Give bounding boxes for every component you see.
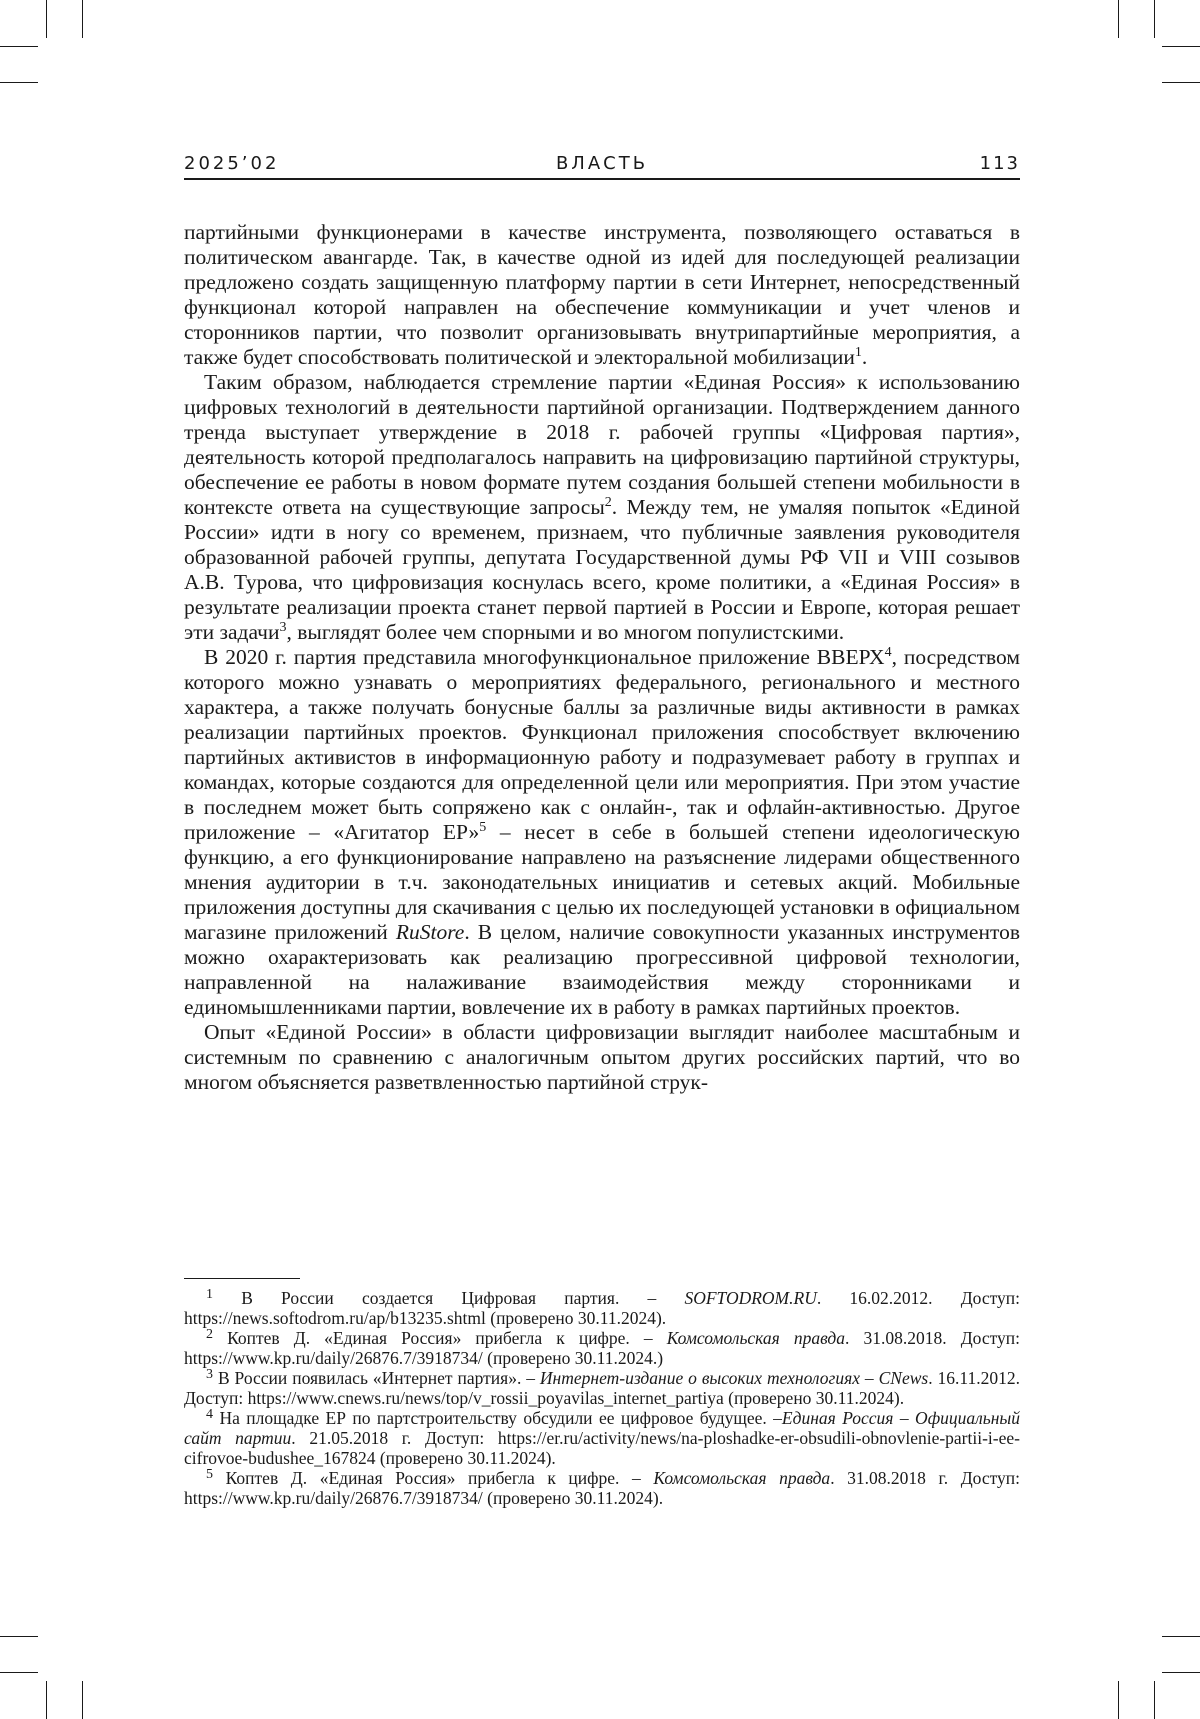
crop-mark (1118, 1681, 1119, 1719)
crop-mark (82, 0, 83, 38)
page-number: 113 (980, 153, 1020, 174)
header-rule (184, 178, 1020, 180)
crop-mark (0, 1636, 38, 1637)
crop-mark (1162, 46, 1200, 47)
footnote-ref: 3 (279, 620, 286, 635)
crop-mark (1162, 1636, 1200, 1637)
footnote-text: В России создается Цифровая партия. – (241, 1288, 684, 1308)
footnote-text: На площадке ЕР по партстроительству обсудили ее цифровое будущее. – (219, 1408, 781, 1428)
body-text (184, 220, 1020, 1095)
crop-mark (46, 0, 47, 38)
footnote-text: . 31.08.2018 г. Доступ: https://www.kp.ru/daily/26876.7/3918734/ (проверено 30.11.2024). (184, 1468, 1020, 1508)
paragraph-text: Опыт «Единой России» в области цифровизации выглядит наиболее масштабным и системным по сравнению с аналогичным опытом других российских партий, что во многом объясняется разветвленностью партийной струк- (184, 1020, 1020, 1094)
paragraph-1 (184, 220, 1020, 370)
footnote-source: Комсомольская правда (667, 1328, 845, 1348)
paragraph-text: . (862, 345, 867, 369)
paragraph-2 (184, 370, 1020, 645)
footnote-text: В России появилась «Интернет партия». – (218, 1368, 540, 1388)
paragraph-text: партийными функционерами в качестве инструмента, позволяющего оставаться в политическом авангарде. Так, в качестве одной из идей для последующей реализации предложено создать защищенную платформу партии в сети Интернет, непосредственный функционал которой направлен на обеспечение коммуникации и учет членов и сторонников партии, что позволит организовывать внутрипартийные мероприятия, а также будет способствовать политической и электоральной мобилизации (184, 220, 1020, 369)
footnote-number: 5 (184, 1467, 213, 1482)
footnote-number: 1 (184, 1287, 213, 1302)
footnote-ref: 1 (855, 345, 862, 360)
footnote-source: Единая Россия – Официальный сайт партии (184, 1408, 1020, 1448)
paragraph-text: , выглядят более чем спорными и во многом популистскими. (286, 620, 844, 644)
footnote-text: Коптев Д. «Единая Россия» прибегла к цифре. – (227, 1328, 667, 1348)
issue-number: 2025’02 (184, 153, 279, 174)
footnotes (184, 1288, 1020, 1508)
crop-mark (1118, 0, 1119, 38)
paragraph-text: . Между тем, не умаляя попыток «Единой России» идти в ногу со временем, признаем, что публичные заявления руководителя образованной рабочей группы, депутата Государственной думы РФ VII и VIII созывов А.В. Турова, что цифровизация коснулась всего, кроме политики, а «Единая Россия» в результате реализации проекта станет первой партией в России и Европе, которая решает эти задачи (184, 495, 1020, 644)
footnote (184, 1408, 1020, 1468)
footnote-rule (184, 1278, 300, 1279)
crop-mark (1162, 82, 1200, 83)
crop-mark (1154, 1681, 1155, 1719)
crop-mark (1162, 1672, 1200, 1673)
footnote-number: 3 (184, 1367, 213, 1382)
footnote (184, 1328, 1020, 1368)
paragraph-text: , посредством которого можно узнавать о мероприятиях федерального, регионального и местного характера, а также получать бонусные баллы за различные виды активности в рамках реализации партийных проектов. Функционал приложения способствует включению партийных активистов в информационную работу и подразумевает работу в группах и командах, которые создаются для определенной цели или мероприятия. При этом участие в последнем может быть сопряжено как с онлайн-, так и офлайн-активностью. Другое приложение – «Агитатор ЕР» (184, 645, 1020, 844)
footnote-text: Коптев Д. «Единая Россия» прибегла к цифре. – (226, 1468, 654, 1488)
footnote-text: . 31.08.2018. Доступ: https://www.kp.ru/daily/26876.7/3918734/ (проверено 30.11.2024.) (184, 1328, 1020, 1368)
paragraph-text: . В целом, наличие совокупности указанных инструментов можно охарактеризовать как реализацию прогрессивной цифровой технологии, направленной на налаживание взаимодействия между сторонниками и единомышленниками партии, вовлечение их в работу в рамках партийных проектов. (184, 920, 1020, 1019)
journal-title: ВЛАСТЬ (184, 153, 1020, 174)
footnote-number: 2 (184, 1327, 213, 1342)
footnote-text: . 21.05.2018 г. Доступ: https://er.ru/activity/news/na-ploshadke-er-obsudili-obnovlenie-partii-i-ee-cifrovoe-budushee_167824 (проверено 30.11.2024). (184, 1428, 1020, 1468)
footnote-number: 4 (184, 1407, 213, 1422)
footnote (184, 1288, 1020, 1328)
paragraph-text: В 2020 г. партия представила многофункциональное приложение ВВЕРХ (204, 645, 885, 669)
footnote (184, 1468, 1020, 1508)
crop-mark (0, 46, 38, 47)
paragraph-4 (184, 1020, 1020, 1095)
crop-mark (46, 1681, 47, 1719)
crop-mark (82, 1681, 83, 1719)
paragraph-3 (184, 645, 1020, 1020)
crop-mark (1154, 0, 1155, 38)
paragraph-text: Таким образом, наблюдается стремление партии «Единая Россия» к использованию цифровых технологий в деятельности партийной организации. Подтверждением данного тренда выступает утверждение в 2018 г. рабочей группы «Цифровая партия», деятельность которой предполагалось направить на цифровизацию партийной структуры, обеспечение ее работы в новом формате путем создания большей степени мобильности в контексте ответа на существующие запросы (184, 370, 1020, 519)
store-name: RuStore (396, 920, 464, 944)
crop-mark (0, 82, 38, 83)
footnote-text: . 16.11.2012. Доступ: https://www.cnews.ru/news/top/v_rossii_poyavilas_internet_partiya (проверено 30.11.2024). (184, 1368, 1020, 1408)
footnote-text: . 16.02.2012. Доступ: https://news.softodrom.ru/ap/b13235.shtml (проверено 30.11.2024). (184, 1288, 1020, 1328)
footnote-ref: 5 (479, 820, 486, 835)
crop-mark (0, 1672, 38, 1673)
footnote-source: SOFTODROM.RU (684, 1288, 816, 1308)
footnote-source: Интернет-издание о высоких технологиях – CNews (540, 1368, 928, 1388)
running-header (184, 153, 1020, 179)
footnote-ref: 2 (605, 495, 612, 510)
footnote (184, 1368, 1020, 1408)
footnote-ref: 4 (885, 645, 892, 660)
footnote-source: Комсомольская правда (653, 1468, 830, 1488)
paragraph-text: – несет в себе в большей степени идеологическую функцию, а его функционирование направлено на разъяснение лидерами общественного мнения аудитории в т.ч. законодательных инициатив и сетевых акций. Мобильные приложения доступны для скачивания с целью их последующей установки в официальном магазине приложений (184, 820, 1020, 944)
